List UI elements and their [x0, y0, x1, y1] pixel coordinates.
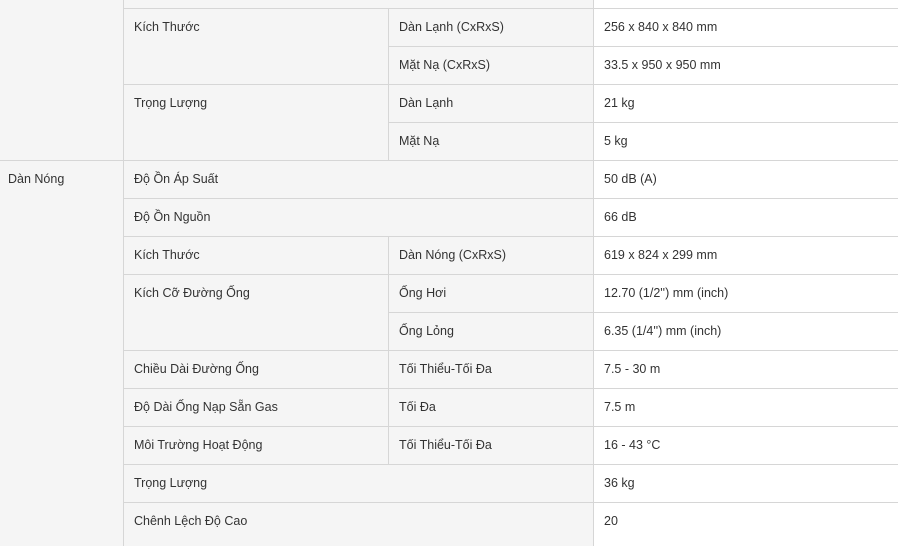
row-label-kich-thuoc-indoor: Kích Thước	[134, 20, 200, 34]
row-sub-toi-da: Tối Đa	[399, 400, 436, 414]
row-value-dan-lanh-size: 256 x 840 x 840 mm	[604, 20, 718, 34]
row-value-mat-na-weight: 5 kg	[604, 134, 628, 148]
row-label-do-dai-ong-nap-gas: Độ Dài Ống Nạp Sẵn Gas	[134, 400, 278, 414]
row-sub-ong-long: Ống Lỏng	[399, 324, 454, 338]
row-value-ong-long: 6.35 (1/4'') mm (inch)	[604, 324, 722, 338]
row-value-ong-hoi: 12.70 (1/2'') mm (inch)	[604, 286, 729, 300]
row-label-chenh-lech-do-cao: Chênh Lệch Độ Cao	[134, 514, 248, 528]
row-value-trong-luong-outdoor: 36 kg	[604, 476, 635, 490]
section-header-cell-indoor	[0, 0, 123, 160]
row-value-dan-lanh-weight: 21 kg	[604, 96, 635, 110]
section-header-cell-outdoor	[0, 160, 123, 546]
row-label-chieu-dai-duong-ong: Chiều Dài Đường Ống	[134, 362, 259, 376]
row-label-moi-truong-hoat-dong: Môi Trường Hoạt Động	[134, 438, 263, 452]
row-label-kich-thuoc-outdoor: Kích Thước	[134, 248, 200, 262]
row-sub-dan-nong-size: Dàn Nóng (CxRxS)	[399, 248, 506, 262]
row-sub-mat-na-size: Mặt Nạ (CxRxS)	[399, 58, 490, 72]
row-value-moi-truong-hoat-dong: 16 - 43 °C	[604, 438, 661, 452]
section-title-dan-nong: Dàn Nóng	[8, 172, 65, 186]
row-value-dan-nong-size: 619 x 824 x 299 mm	[604, 248, 718, 262]
row-sub-dan-lanh-weight: Dàn Lạnh	[399, 96, 454, 110]
row-label-do-on-nguon: Độ Ồn Nguồn	[134, 210, 211, 224]
row-sub-moi-truong-min-max: Tối Thiểu-Tối Đa	[399, 438, 492, 452]
row-value-do-on-ap-suat: 50 dB (A)	[604, 172, 657, 186]
row-value-chenh-lech-do-cao: 20	[604, 514, 618, 528]
row-sub-mat-na-weight: Mặt Nạ	[399, 134, 440, 148]
row-label-do-on-ap-suat: Độ Ồn Áp Suất	[134, 172, 219, 186]
row-value-chieu-dai-duong-ong: 7.5 - 30 m	[604, 362, 661, 376]
row-label-trong-luong-indoor: Trọng Lượng	[134, 96, 208, 110]
row-label-trong-luong-outdoor: Trọng Lượng	[134, 476, 208, 490]
row-sub-ong-hoi: Ống Hơi	[399, 286, 447, 300]
row-value-do-on-nguon: 66 dB	[604, 210, 637, 224]
row-value-mat-na-size: 33.5 x 950 x 950 mm	[604, 58, 721, 72]
row-sub-dan-lanh-size: Dàn Lạnh (CxRxS)	[399, 20, 504, 34]
row-sub-chieu-dai-min-max: Tối Thiểu-Tối Đa	[399, 362, 492, 376]
row-label-kich-co-duong-ong: Kích Cỡ Đường Ống	[134, 286, 250, 300]
row-value-do-dai-ong-nap-gas: 7.5 m	[604, 400, 636, 414]
